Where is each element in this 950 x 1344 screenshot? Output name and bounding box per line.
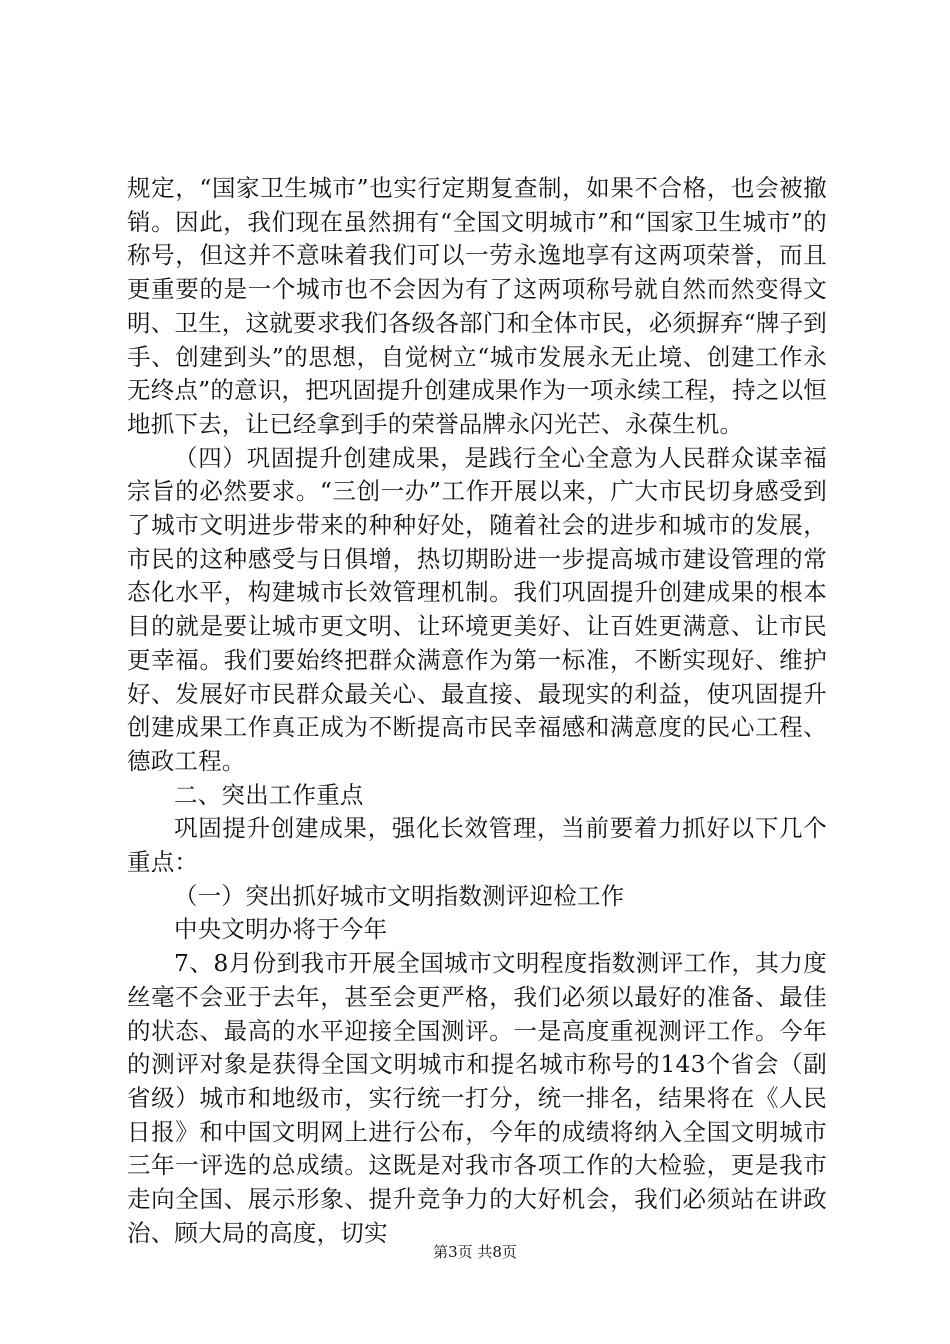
section-heading: 二、突出工作重点: [174, 780, 364, 809]
paragraph: 规定，“国家卫生城市”也实行定期复查制，如果不合格，也会被撤销。因此，我们现在虽然拥有“全国文明城市”和“国家卫生城市”的称号，但这并不意味着我们可以一劳永逸地享有这两项荣誉，而且更重要的是一个城市也不会因为有了这两项称号就自然而然变得文明、卫生，这就要求我们各级各部门和全体市民，必须摒弃“牌子到手、创建到头”的思想，自觉树立“城市发展永无止境、创建工作永无终点”的意识，把巩固提升创建成果作为一项永续工程，持之以恒地抓下去，让已经拿到手的荣誉品牌永闪光芒、永葆生机。: [127, 174, 827, 438]
paragraph: 中央文明办将于今年: [174, 915, 388, 944]
paragraph: （四）巩固提升创建成果，是践行全心全意为人民群众谋幸福宗旨的必然要求。“三创一办”工作开展以来，广大市民切身感受到了城市文明进步带来的种种好处，随着社会的进步和城市的发展，市民的这种感受与日俱增，热切期盼进一步提高城市建设管理的常态化水平，构建城市长效管理机制。我们巩固提升创建成果的根本目的就是要让城市更文明、让环境更美好、让百姓更满意、让市民更幸福。我们要始终把群众满意作为第一标准，不断实现好、维护好、发展好市民群众最关心、最直接、最现实的利益，使巩固提升创建成果工作真正成为不断提高市民幸福感和满意度的民心工程、德政工程。: [127, 443, 827, 775]
page-footer: [0, 1242, 950, 1262]
paragraph: 7、8月份到我市开展全国城市文明程度指数测评工作，其力度丝毫不会亚于去年，甚至会更严格，我们必须以最好的准备、最佳的状态、最高的水平迎接全国测评。一是高度重视测评工作。今年的测评对象是获得全国文明城市和提名城市称号的143个省会（副省级）城市和地级市，实行统一打分，统一排名，结果将在《人民日报》和中国文明网上进行公布，今年的成绩将纳入全国文明城市三年一评选的总成绩。这既是对我市各项工作的大检验，更是我市走向全国、展示形象、提升竞争力的大好机会，我们必须站在讲政治、顾大局的高度，切实: [127, 949, 827, 1247]
paragraph: 巩固提升创建成果，强化长效管理，当前要着力抓好以下几个重点：: [127, 814, 827, 877]
document-body: [127, 172, 827, 1251]
subsection-heading: （一）突出抓好城市文明指数测评迎检工作: [174, 881, 625, 910]
page-number-label: 第3页 共8页: [433, 1243, 517, 1261]
